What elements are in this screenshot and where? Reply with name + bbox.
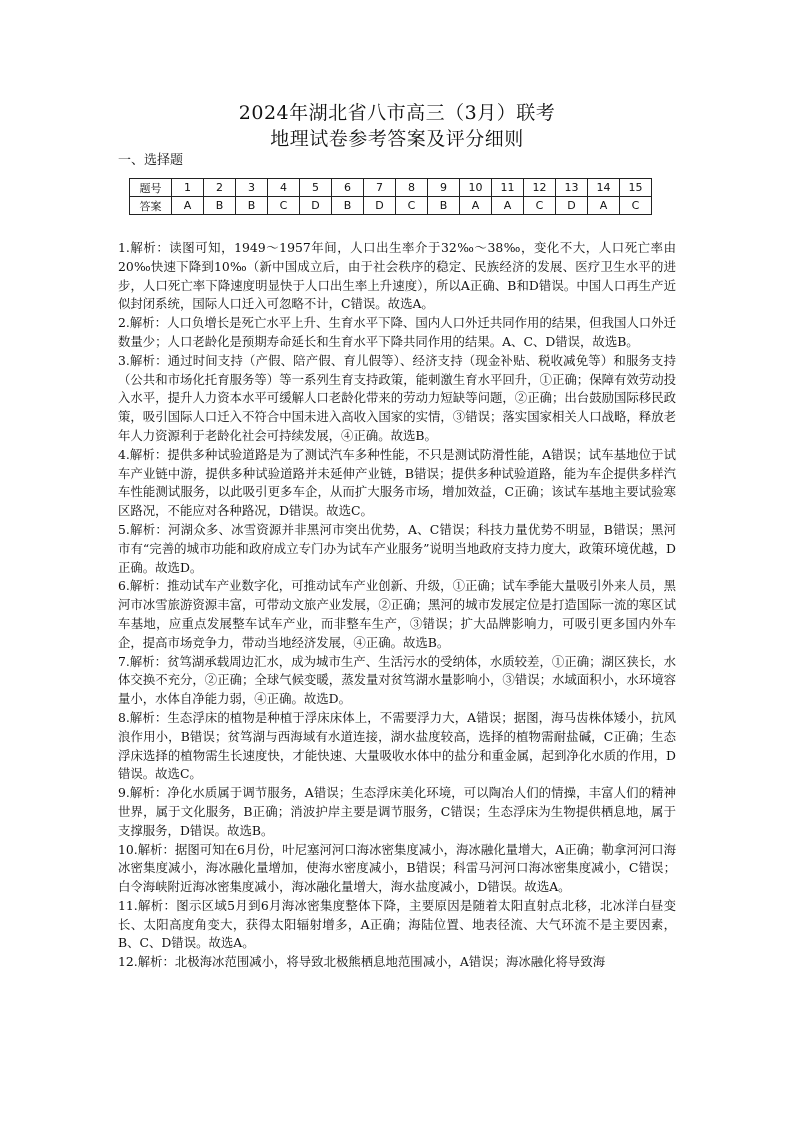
explanations	[118, 239, 676, 972]
question-number-cell: 15	[620, 179, 652, 197]
section-heading: 一、选择题	[118, 153, 184, 168]
answer-cell: B	[204, 197, 236, 215]
explanation-11: 11.解析：图示区域5月到6月海冰密集度整体下降，主要原因是随着太阳直射点北移，北冰洋白昼变长、太阳高度角变大，获得太阳辐射增多，A正确；海陆位置、地表径流、大气环流不是主要因素，B、C、D错误。故选A。	[118, 897, 676, 951]
answer-cell: D	[300, 197, 332, 215]
question-number-row	[130, 179, 652, 197]
answer-cell: D	[364, 197, 396, 215]
answer-cell: C	[620, 197, 652, 215]
question-number-cell: 4	[268, 179, 300, 197]
row-label-question-number: 题号	[130, 179, 172, 197]
row-label-answer: 答案	[130, 197, 172, 215]
answer-row	[130, 197, 652, 215]
answer-cell: B	[332, 197, 364, 215]
explanation-8: 8.解析：生态浮床的植物是种植于浮床床体上，不需要浮力大，A错误；据图，海马齿株体矮小，抗风浪作用小，B错误；贫笃湖与西海域有水道连接，湖水盐度较高，选择的植物需耐盐碱，C正确；生态浮床选择的植物需生长速度快，才能快速、大量吸收水体中的盐分和重金属，起到净化水质的作用，D错误。故选C。	[118, 709, 676, 782]
answer-cell: B	[428, 197, 460, 215]
question-number-cell: 7	[364, 179, 396, 197]
answer-cell: C	[268, 197, 300, 215]
question-number-cell: 2	[204, 179, 236, 197]
page-title: 2024年湖北省八市高三（3月）联考	[238, 102, 556, 124]
question-number-cell: 1	[172, 179, 204, 197]
answer-table	[129, 178, 652, 215]
answer-cell: A	[172, 197, 204, 215]
answer-cell: B	[236, 197, 268, 215]
question-number-cell: 5	[300, 179, 332, 197]
answer-cell: A	[588, 197, 620, 215]
answer-cell: C	[396, 197, 428, 215]
answer-cell: A	[492, 197, 524, 215]
answer-cell: A	[460, 197, 492, 215]
question-number-cell: 6	[332, 179, 364, 197]
question-number-cell: 8	[396, 179, 428, 197]
question-number-cell: 13	[556, 179, 588, 197]
explanation-1: 1.解析：读图可知，1949～1957年间，人口出生率介于32‰～38‰，变化不大，人口死亡率由20‰快速下降到10‰（新中国成立后，由于社会秩序的稳定、民族经济的发展、医疗卫生水平的进步，人口死亡率下降速度明显快于人口出生率上升速度），所以A正确、B和D错误。中国人口再生产近似封闭系统，国际人口迁入可忽略不计，C错误。故选A。	[118, 240, 676, 312]
explanation-4: 4.解析：提供多种试验道路是为了测试汽车多种性能，不只是测试防滑性能，A错误；试车基地位于试车产业链中游，提供多种试验道路并未延伸产业链，B错误；提供多种试验道路，能为车企提供多样汽车性能测试服务，以此吸引更多车企，从而扩大服务市场，增加效益，C正确；该试车基地主要试验寒区路况，不能应对各种路况，D错误。故选C。	[118, 446, 676, 519]
explanation-6: 6.解析：推动试车产业数字化，可推动试车产业创新、升级，①正确；试车季能大量吸引外来人员，黑河市冰雪旅游资源丰富，可带动文旅产业发展，②正确；黑河的城市发展定位是打造国际一流的寒区试车基地，应重点发展整车试车产业，而非整车生产，③错误；扩大品牌影响力，可吸引更多国内外车企，提高市场竞争力，带动当地经济发展，④正确。故选B。	[118, 578, 676, 650]
explanation-10: 10.解析：据图可知在6月份，叶尼塞河河口海冰密集度减小，海冰融化量增大，A正确；勒拿河河口海冰密集度减小，海冰融化量增加，使海水密度减小，B错误；科雷马河河口海冰密集度减小，C错误；白令海峡附近海冰密集度减小，海冰融化量增大，海水盐度减小，D错误。故选A。	[118, 841, 676, 895]
explanation-12: 12.解析：北极海冰范围减小，将导致北极熊栖息地范围减小，A错误；海冰融化将导致海	[118, 954, 606, 970]
explanation-5: 5.解析：河湖众多、冰雪资源并非黑河市突出优势，A、C错误；科技力量优势不明显，B错误；黑河市有“完善的城市功能和政府成立专门办为试车产业服务”说明当地政府支持力度大，政策环境优越，D正确。故选D。	[118, 521, 676, 575]
question-number-cell: 3	[236, 179, 268, 197]
explanation-2: 2.解析：人口负增长是死亡水平上升、生育水平下降、国内人口外迁共同作用的结果，但我国人口外迁数量少；人口老龄化是预期寿命延长和生育水平下降共同作用的结果。A、C、D错误，故选B。	[118, 315, 676, 349]
explanation-9: 9.解析：净化水质属于调节服务，A错误；生态浮床美化环境，可以陶冶人们的情操，丰富人们的精神世界，属于文化服务，B正确；消波护岸主要是调节服务，C错误；生态浮床为生物提供栖息地，属于支撑服务，D错误。故选B。	[118, 785, 676, 838]
question-number-cell: 9	[428, 179, 460, 197]
question-number-cell: 11	[492, 179, 524, 197]
page-subtitle: 地理试卷参考答案及评分细则	[270, 128, 524, 150]
explanation-3: 3.解析：通过时间支持（产假、陪产假、育儿假等）、经济支持（现金补贴、税收减免等）和服务支持（公共和市场化托育服务等）等一系列生育支持政策，能刺激生育水平回升，①正确；保障有效劳动投入水平，提升人力资本水平可缓解人口老龄化带来的劳动力短缺等问题，②正确；出台鼓励国际移民政策，吸引国际人口迁入不符合中国未进入高收入国家的实情，③错误；落实国家相关人口战略，释放老年人力资源利于老龄化社会可持续发展，④正确。故选B。	[118, 352, 676, 443]
explanation-7: 7.解析：贫笃湖承载周边汇水，成为城市生产、生活污水的受纳体，水质较差，①正确；湖区狭长，水体交换不充分，②正确；全球气候变暖，蒸发量对贫笃湖水量影响小，③错误；水域面积小，水环境容量小，水体自净能力弱，④正确。故选D。	[118, 653, 676, 707]
question-number-cell: 10	[460, 179, 492, 197]
answer-cell: C	[524, 197, 556, 215]
question-number-cell: 12	[524, 179, 556, 197]
answer-cell: D	[556, 197, 588, 215]
question-number-cell: 14	[588, 179, 620, 197]
